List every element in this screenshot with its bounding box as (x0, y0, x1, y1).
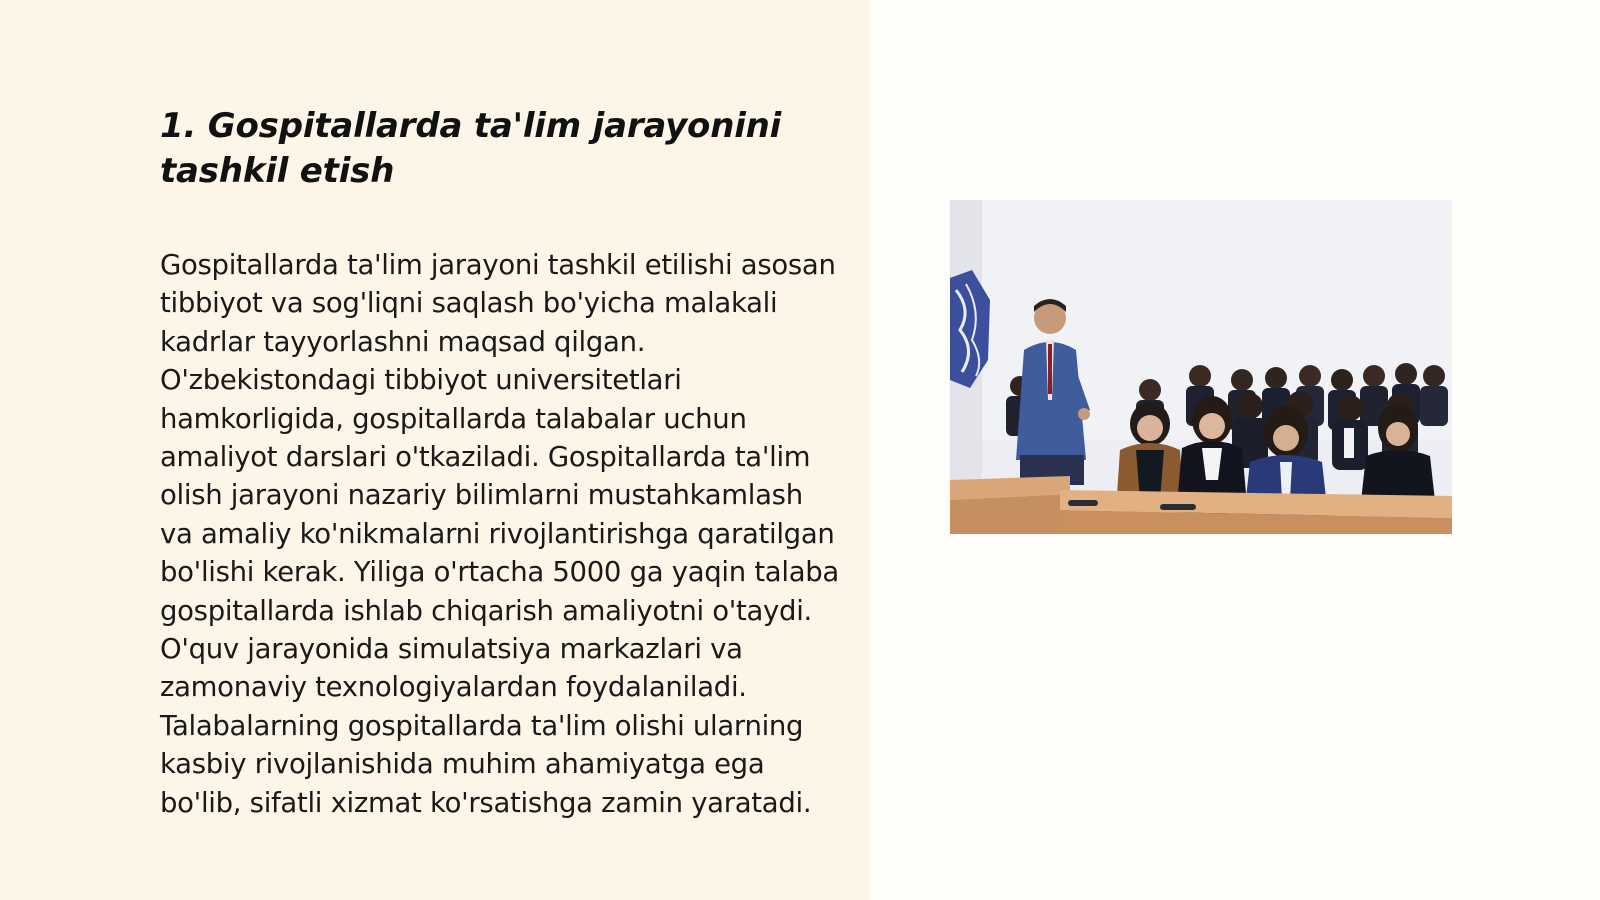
classroom-photo (950, 200, 1452, 534)
slide-title: 1. Gospitallarda ta'lim jarayonini tashkil etish (160, 106, 782, 191)
slide-body-text: Gospitallarda ta'lim jarayoni tashkil etilishi asosan tibbiyot va sog'liqni saqlash bo'yicha malakali kadrlar tayyorlashni maqsad qilgan. O'zbekistondagi tibbiyot universitetlari hamkorligida, gospitallarda talabalar uchun amaliyot darslari o'tkaziladi. Gospitallarda ta'lim olish jarayoni nazariy bilimlarni mustahkamlash va amaliy ko'nikmalarni rivojlantirishga qaratilgan bo'lishi kerak. Yiliga o'rtacha 5000 ga yaqin talaba gospitallarda ishlab chiqarish amaliyotni o'taydi. O'quv jarayonida simulatsiya markazlari va zamonaviy texnologiyalardan foydalaniladi. Talabalarning gospitallarda ta'lim olishi ularning kasbiy rivojlanishida muhim ahamiyatga ega bo'lib, sifatli xizmat ko'rsatishga zamin yaratadi. (160, 249, 839, 819)
